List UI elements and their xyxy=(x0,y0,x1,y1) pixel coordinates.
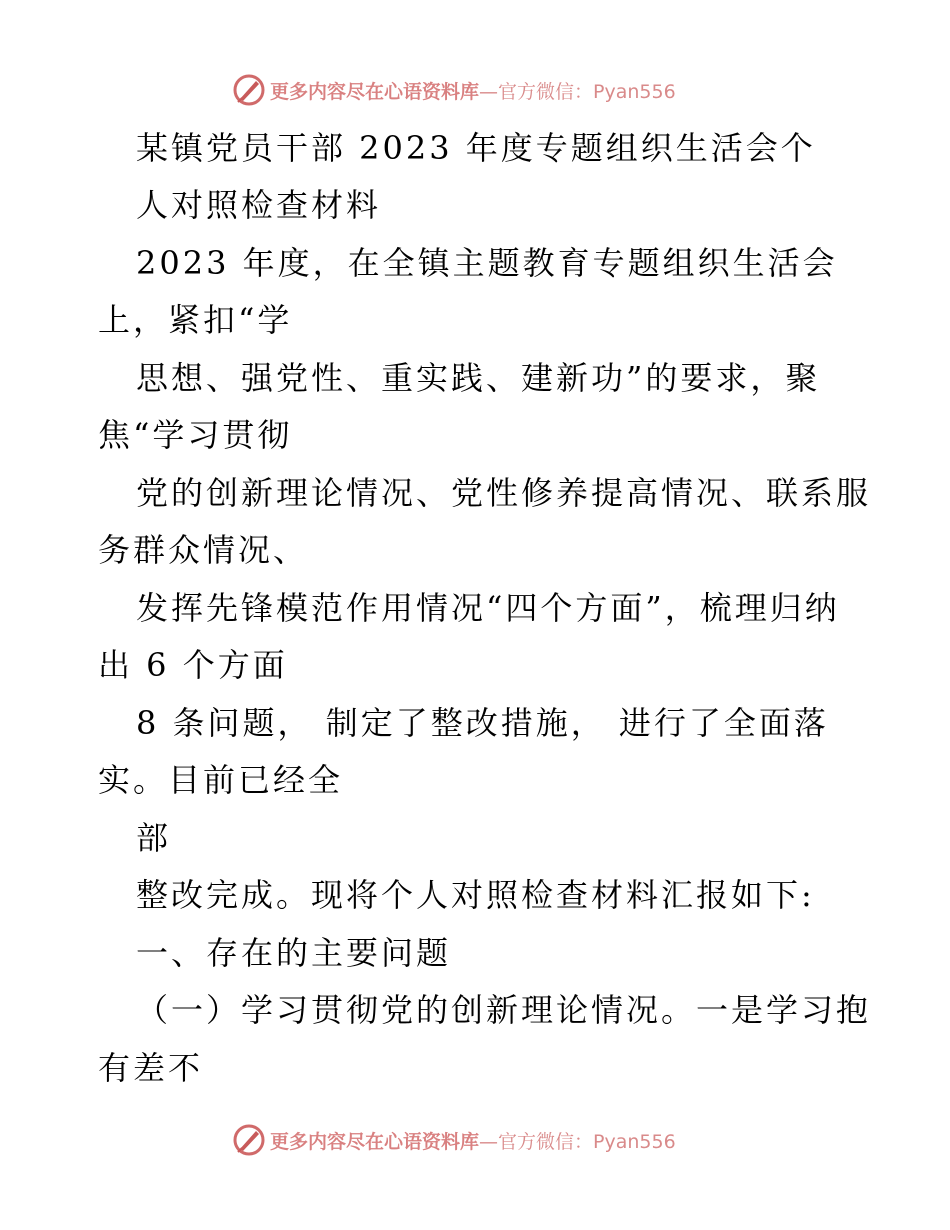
watermark-contact: 官方微信：Pyan556 xyxy=(498,1130,676,1153)
doc-line-10: 出 6 个方面 xyxy=(98,646,288,684)
doc-line-12: 实。目前已经全 xyxy=(98,761,344,799)
doc-line-17: 有差不 xyxy=(98,1049,204,1087)
doc-line-14: 整改完成。现将个人对照检查材料汇报如下: xyxy=(136,876,815,914)
doc-line-5: 思想、强党性、重实践、建新功”的要求，聚 xyxy=(136,359,821,397)
doc-line-1: 某镇党员干部 2023 年度专题组织生活会个 xyxy=(136,129,816,167)
doc-line-4: 上，紧扣“学 xyxy=(98,301,293,339)
doc-line-9: 发挥先锋模范作用情况“四个方面”，梳理归纳 xyxy=(136,589,840,627)
watermark-separator: — xyxy=(479,1130,499,1153)
doc-line-15: 一、存在的主要问题 xyxy=(136,934,452,972)
doc-line-2: 人对照检查材料 xyxy=(136,186,382,224)
watermark-text xyxy=(270,1127,676,1154)
watermark-brand: 更多内容尽在心语资料库 xyxy=(270,1130,480,1153)
watermark-contact: 官方微信：Pyan556 xyxy=(498,80,676,103)
watermark-separator: — xyxy=(479,80,499,103)
quill-logo-icon xyxy=(232,1123,266,1157)
doc-line-7: 党的创新理论情况、党性修养提高情况、联系服 xyxy=(136,474,872,512)
doc-line-16: （一）学习贯彻党的创新理论情况。一是学习抱 xyxy=(136,991,872,1029)
doc-line-6: 焦“学习贯彻 xyxy=(98,416,293,454)
doc-line-3: 2023 年度，在全镇主题教育专题组织生活会 xyxy=(136,244,838,282)
watermark-brand: 更多内容尽在心语资料库 xyxy=(270,80,480,103)
footer-watermark xyxy=(232,1122,732,1158)
doc-line-11: 8 条问题， 制定了整改措施， 进行了全面落 xyxy=(136,704,829,742)
doc-line-13: 部 xyxy=(136,819,172,857)
doc-line-8: 务群众情况、 xyxy=(98,531,309,569)
